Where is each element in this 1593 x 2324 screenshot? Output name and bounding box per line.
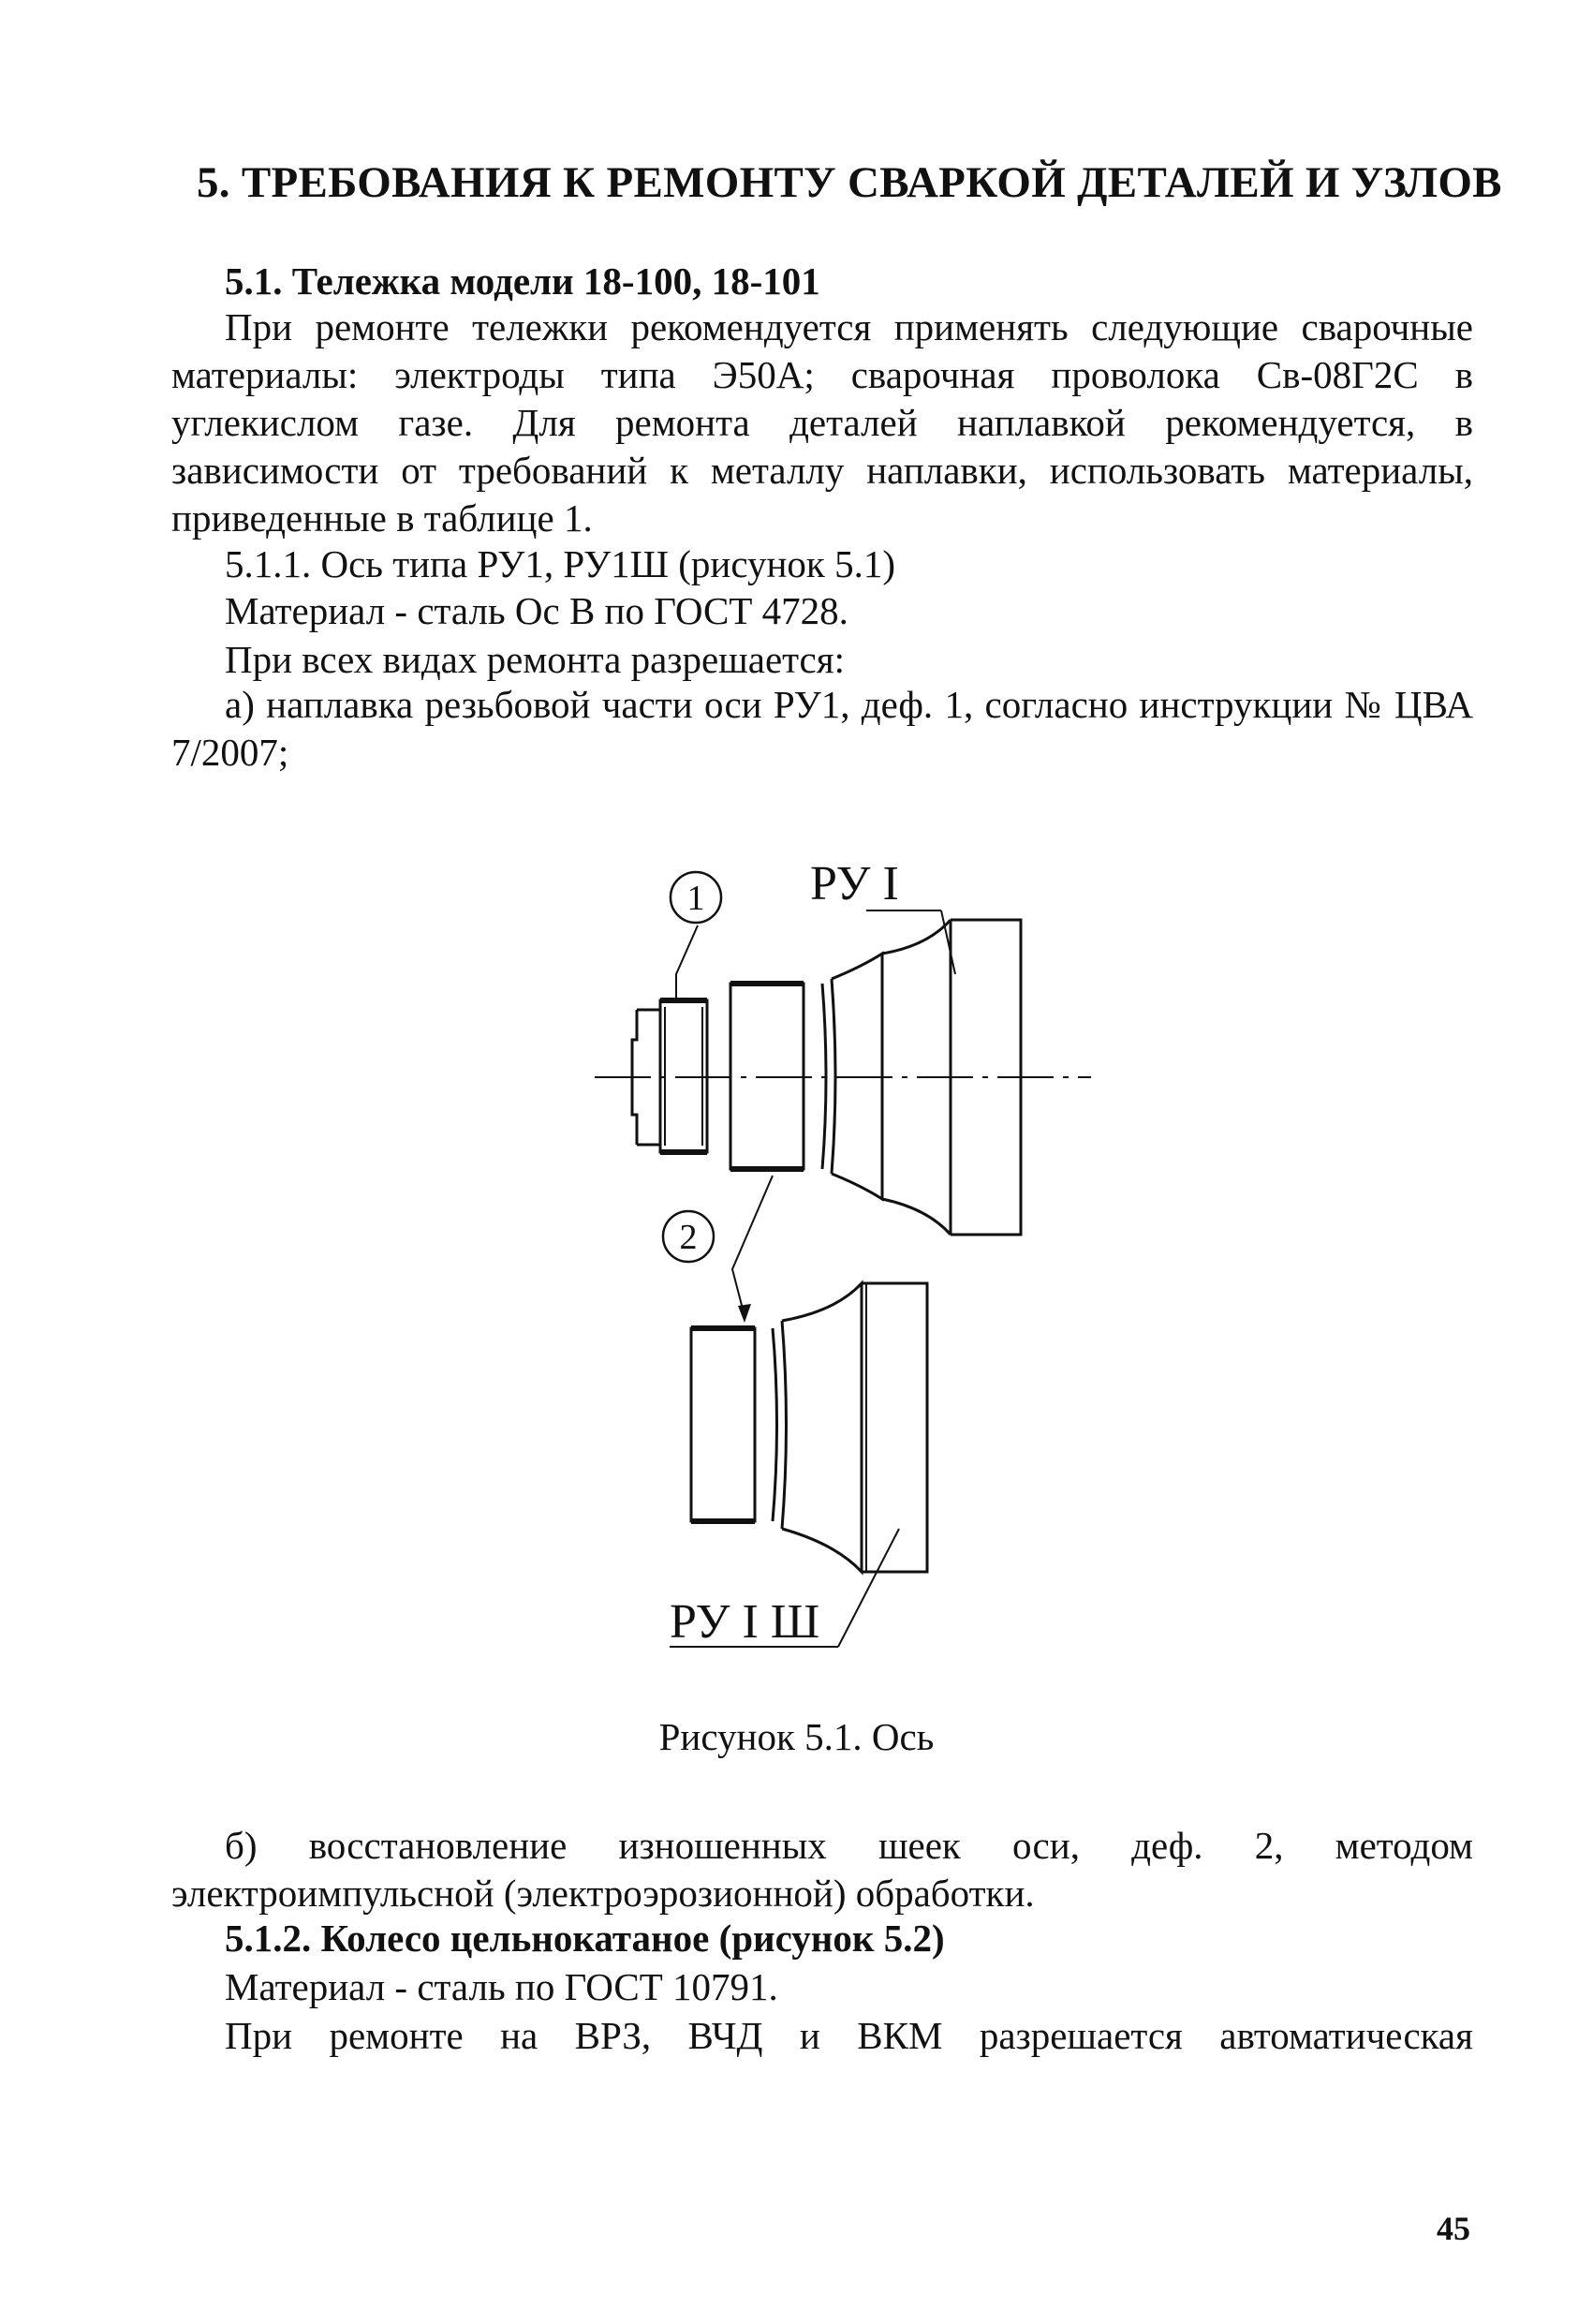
wheel-material-line: Материал - сталь по ГОСТ 10791. — [225, 1965, 778, 2008]
marker-1-label: 1 — [686, 879, 705, 918]
allowed-repairs-line: При всех видах ремонта разрешается: — [225, 638, 846, 681]
section-heading: 5. ТРЕБОВАНИЯ К РЕМОНТУ СВАРКОЙ ДЕТАЛЕЙ И УЗЛОВ — [197, 158, 1502, 207]
marker-2-label: 2 — [679, 1218, 698, 1257]
item-b-paragraph: б) восстановление изношенных шеек оси, деф. 2, методом электроимпульсной (электроэрозионной) обработки. — [171, 1824, 1473, 1915]
intro-paragraph: При ремонте тележки рекомендуется применять следующие сварочные материалы: электроды типа Э50А; сварочная проволока Св-08Г2С в углекислом газе. Для ремонта деталей наплавкой рекомендуется, в зависимости от требований к металлу наплавки, использовать материалы, приведенные в таблице 1. — [171, 305, 1473, 540]
item-a-paragraph: а) наплавка резьбовой части оси РУ1, деф. 1, согласно инструкции № ЦВА 7/2007; — [171, 683, 1473, 774]
subsection-title-5-1-2: 5.1.2. Колесо цельнокатаное (рисунок 5.2) — [225, 1917, 945, 1960]
journal-ru1sh — [691, 1328, 755, 1521]
label-ru1sh: РУ I Ш — [670, 1595, 820, 1649]
figure-caption: Рисунок 5.1. Ось — [658, 1715, 935, 1758]
figure-axle-drawing — [581, 843, 1105, 1686]
page-number: 45 — [1437, 2210, 1470, 2247]
subsection-title-5-1: 5.1. Тележка модели 18-100, 18-101 — [225, 259, 820, 303]
repair-paragraph: При ремонте на ВРЗ, ВЧД и ВКМ разрешается автоматическая — [225, 2014, 1473, 2057]
label-ru1: РУ I — [810, 857, 899, 910]
axle-material-line: Материал - сталь Ос В по ГОСТ 4728. — [225, 589, 848, 632]
axle-item-title: 5.1.1. Ось типа РУ1, РУ1Ш (рисунок 5.1) — [225, 542, 895, 585]
wheel-seat-ru1sh — [862, 1283, 927, 1572]
